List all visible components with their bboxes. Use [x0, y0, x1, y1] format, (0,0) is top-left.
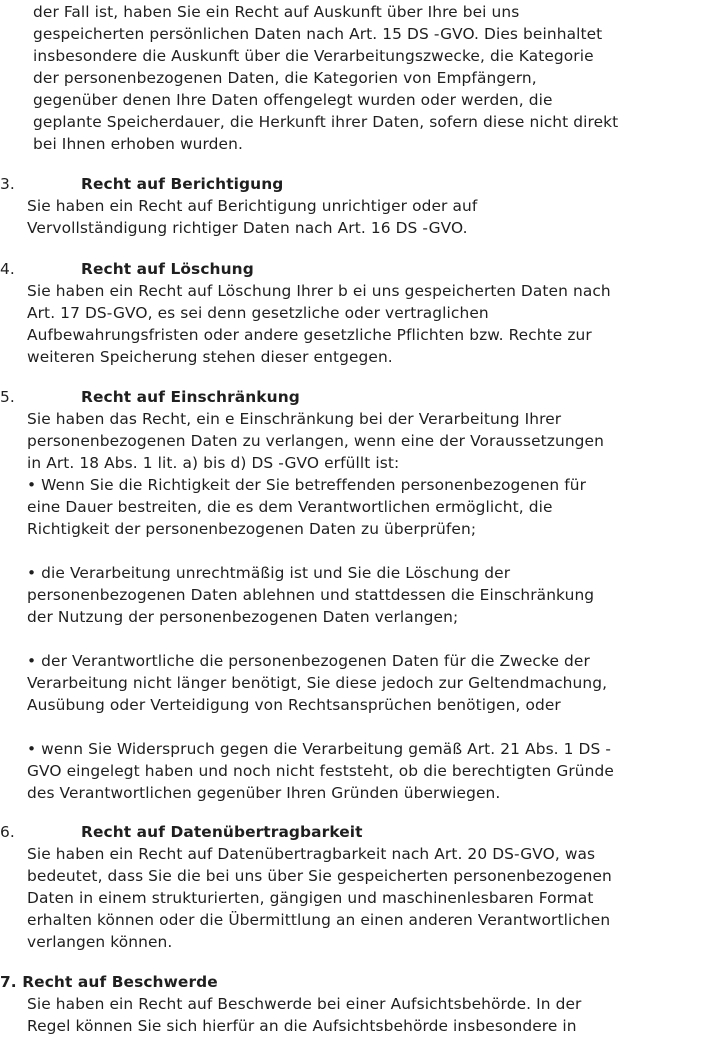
list-item: • Wenn Sie die Richtigkeit der Sie betreffenden personenbezogenen für: [27, 476, 587, 494]
section-heading-3: [0, 173, 715, 195]
text-line: bei Ihnen erhoben wurden.: [33, 135, 243, 153]
text-line: des Verantwortlichen gegenüber Ihren Gründen überwiegen.: [27, 784, 501, 802]
text-line: Regel können Sie sich hierfür an die Aufsichtsbehörde insbesondere in: [27, 1017, 577, 1035]
text-line: Vervollständigung richtiger Daten nach Art. 16 DS -GVO.: [27, 219, 468, 237]
text-line: Ausübung oder Verteidigung von Rechtsansprüchen benötigen, oder: [27, 696, 561, 714]
text-line: personenbezogenen Daten ablehnen und stattdessen die Einschränkung: [27, 586, 595, 604]
text-line: eine Dauer bestreiten, die es dem Verantwortlichen ermöglicht, die: [27, 498, 553, 516]
text-line: der personenbezogenen Daten, die Kategorien von Empfängern,: [33, 69, 537, 87]
text-line: personenbezogenen Daten zu verlangen, wenn eine der Voraussetzungen: [27, 432, 604, 450]
text-line: in Art. 18 Abs. 1 lit. a) bis d) DS -GVO erfüllt ist:: [27, 454, 400, 472]
text-line: bedeutet, dass Sie die bei uns über Sie gespeicherten personenbezogenen: [27, 867, 612, 885]
blank-line: [27, 628, 713, 650]
text-line: gespeicherten persönlichen Daten nach Art. 15 DS -GVO. Dies beinhaltet: [33, 25, 603, 43]
section-heading-5: [0, 386, 715, 408]
text-line: Sie haben ein Recht auf Datenübertragbarkeit nach Art. 20 DS-GVO, was: [27, 845, 596, 863]
text-line: Sie haben ein Recht auf Beschwerde bei einer Aufsichtsbehörde. In der: [27, 995, 582, 1013]
section-body-3: [27, 195, 713, 239]
text-line: verlangen können.: [27, 933, 173, 951]
section-title: 7. Recht auf Beschwerde: [0, 973, 218, 991]
list-item: • die Verarbeitung unrechtmäßig ist und Sie die Löschung der: [27, 564, 511, 582]
text-line: der Nutzung der personenbezogenen Daten verlangen;: [27, 608, 459, 626]
section-title: Recht auf Datenübertragbarkeit: [81, 823, 363, 841]
section-heading-4: [0, 258, 715, 280]
text-line: erhalten können oder die Übermittlung an einen anderen Verantwortlichen: [27, 911, 611, 929]
section-body-4: [27, 280, 713, 368]
intro-paragraph: [27, 1, 713, 155]
section-heading-6: [0, 821, 715, 843]
text-line: geplante Speicherdauer, die Herkunft ihrer Daten, sofern diese nicht direkt: [33, 113, 619, 131]
text-line: Sie haben ein Recht auf Löschung Ihrer b ei uns gespeicherten Daten nach: [27, 282, 611, 300]
section-title: Recht auf Einschränkung: [81, 388, 300, 406]
text-line: Art. 17 DS-GVO, es sei denn gesetzliche oder vertraglichen: [27, 304, 489, 322]
list-item: • der Verantwortliche die personenbezogenen Daten für die Zwecke der: [27, 652, 590, 670]
text-line: Sie haben das Recht, ein e Einschränkung bei der Verarbeitung Ihrer: [27, 410, 562, 428]
list-item: • wenn Sie Widerspruch gegen die Verarbeitung gemäß Art. 21 Abs. 1 DS -: [27, 740, 612, 758]
text-line: gegenüber denen Ihre Daten offengelegt wurden oder werden, die: [33, 91, 553, 109]
section-body-6: [27, 843, 713, 953]
text-line: der Fall ist, haben Sie ein Recht auf Auskunft über Ihre bei uns: [33, 3, 520, 21]
section-heading-7: [0, 971, 715, 993]
section-number: 5.: [0, 388, 15, 406]
blank-line: [27, 540, 713, 562]
text-line: Sie haben ein Recht auf Berichtigung unrichtiger oder auf: [27, 197, 478, 215]
text-line: insbesondere die Auskunft über die Verarbeitungszwecke, die Kategorie: [33, 47, 594, 65]
section-body-7: [27, 993, 713, 1037]
section-title: Recht auf Löschung: [81, 260, 254, 278]
section-title: Recht auf Berichtigung: [81, 175, 284, 193]
text-line: Daten in einem strukturierten, gängigen und maschinenlesbaren Format: [27, 889, 594, 907]
blank-line: [27, 716, 713, 738]
text-line: Verarbeitung nicht länger benötigt, Sie diese jedoch zur Geltendmachung,: [27, 674, 608, 692]
section-body-5: [27, 408, 713, 804]
text-line: Aufbewahrungsfristen oder andere gesetzliche Pflichten bzw. Rechte zur: [27, 326, 592, 344]
text-line: weiteren Speicherung stehen dieser entgegen.: [27, 348, 393, 366]
section-number: 3.: [0, 175, 15, 193]
text-line: GVO eingelegt haben und noch nicht feststeht, ob die berechtigten Gründe: [27, 762, 614, 780]
section-number: 4.: [0, 260, 15, 278]
section-number: 6.: [0, 823, 15, 841]
text-line: Richtigkeit der personenbezogenen Daten zu überprüfen;: [27, 520, 477, 538]
